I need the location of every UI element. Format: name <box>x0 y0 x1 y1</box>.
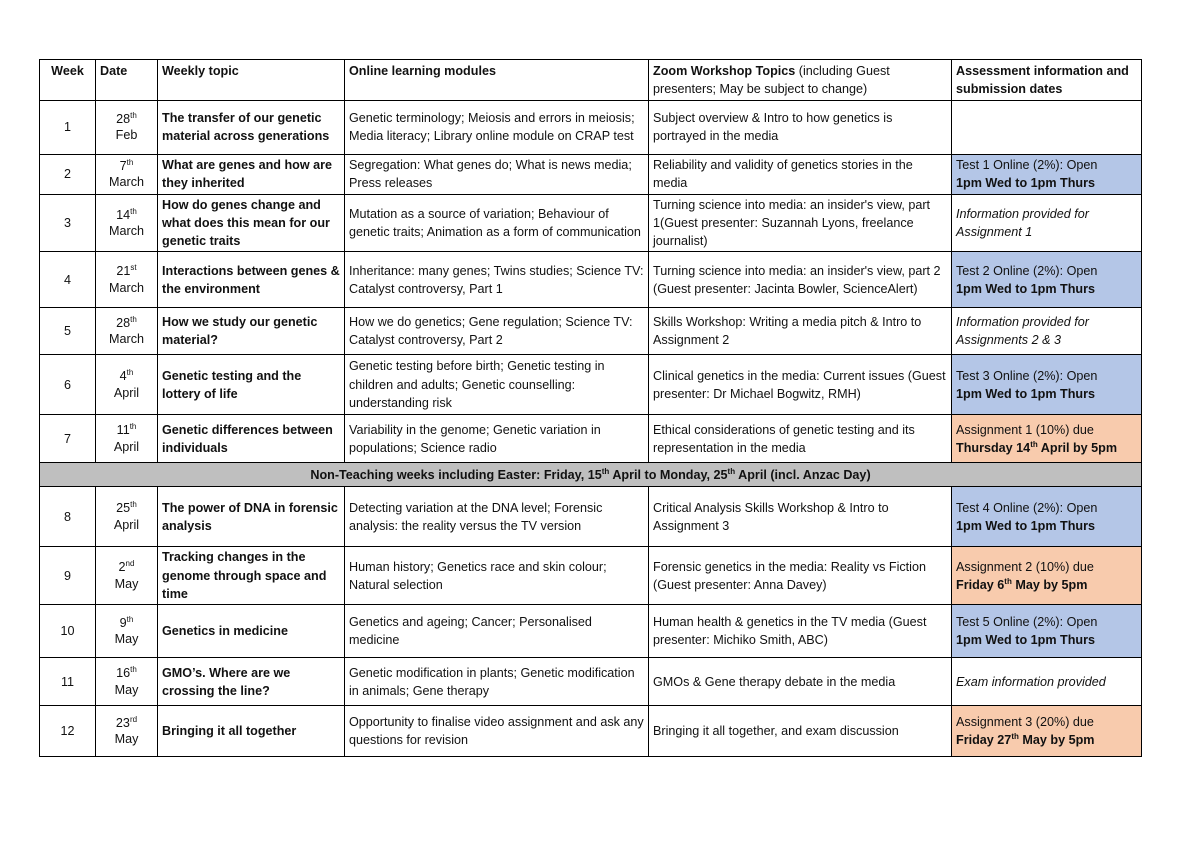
assessment-test: Test 4 Online (2%): Open 1pm Wed to 1pm Thurs <box>952 487 1142 547</box>
online-modules: Variability in the genome; Genetic variation in populations; Science radio <box>345 415 649 463</box>
assessment-info <box>952 100 1142 154</box>
week-date: 23rd May <box>96 706 158 757</box>
weekly-topic: Genetic testing and the lottery of life <box>158 355 345 415</box>
assessment-test: Test 1 Online (2%): Open 1pm Wed to 1pm Thurs <box>952 154 1142 194</box>
weekly-topic: Interactions between genes & the environment <box>158 252 345 308</box>
assessment-assignment: Assignment 3 (20%) due Friday 27th May by 5pm <box>952 706 1142 757</box>
week-number: 3 <box>40 194 96 252</box>
week-date: 7th March <box>96 154 158 194</box>
header-topic: Weekly topic <box>158 60 345 101</box>
week-number: 9 <box>40 547 96 605</box>
weekly-topic: How we study our genetic material? <box>158 308 345 355</box>
assessment-assignment: Assignment 1 (10%) due Thursday 14th April by 5pm <box>952 415 1142 463</box>
week-date: 25th April <box>96 487 158 547</box>
week-number: 4 <box>40 252 96 308</box>
week-row <box>40 355 1142 415</box>
week-date: 4th April <box>96 355 158 415</box>
online-modules: Mutation as a source of variation; Behaviour of genetic traits; Animation as a form of communication <box>345 194 649 252</box>
weekly-topic: Genetic differences between individuals <box>158 415 345 463</box>
zoom-topic: Reliability and validity of genetics stories in the media <box>649 154 952 194</box>
online-modules: Genetic terminology; Meiosis and errors in meiosis; Media literacy; Library online module on CRAP test <box>345 100 649 154</box>
zoom-topic: Subject overview & Intro to how genetics is portrayed in the media <box>649 100 952 154</box>
week-row <box>40 100 1142 154</box>
online-modules: Human history; Genetics race and skin colour; Natural selection <box>345 547 649 605</box>
week-row <box>40 252 1142 308</box>
weekly-topic: Bringing it all together <box>158 706 345 757</box>
zoom-topic: Human health & genetics in the TV media (Guest presenter: Michiko Smith, ABC) <box>649 605 952 658</box>
week-row <box>40 658 1142 706</box>
week-date: 28th March <box>96 308 158 355</box>
week-number: 12 <box>40 706 96 757</box>
zoom-topic: GMOs & Gene therapy debate in the media <box>649 658 952 706</box>
zoom-topic: Skills Workshop: Writing a media pitch & Intro to Assignment 2 <box>649 308 952 355</box>
header-row <box>40 60 1142 101</box>
zoom-topic: Turning science into media: an insider's view, part 2 (Guest presenter: Jacinta Bowler, ScienceAlert) <box>649 252 952 308</box>
online-modules: Genetics and ageing; Cancer; Personalised medicine <box>345 605 649 658</box>
zoom-topic: Bringing it all together, and exam discussion <box>649 706 952 757</box>
week-row <box>40 194 1142 252</box>
online-modules: Segregation: What genes do; What is news media; Press releases <box>345 154 649 194</box>
week-row <box>40 308 1142 355</box>
header-date: Date <box>96 60 158 101</box>
week-number: 11 <box>40 658 96 706</box>
weekly-topic: The power of DNA in forensic analysis <box>158 487 345 547</box>
week-date: 16th May <box>96 658 158 706</box>
week-row <box>40 415 1142 463</box>
week-row <box>40 605 1142 658</box>
assessment-assignment: Assignment 2 (10%) due Friday 6th May by 5pm <box>952 547 1142 605</box>
header-modules: Online learning modules <box>345 60 649 101</box>
zoom-topic: Critical Analysis Skills Workshop & Intro to Assignment 3 <box>649 487 952 547</box>
subject-schedule-table <box>39 59 1142 757</box>
week-number: 10 <box>40 605 96 658</box>
week-number: 7 <box>40 415 96 463</box>
weekly-topic: How do genes change and what does this mean for our genetic traits <box>158 194 345 252</box>
zoom-topic: Clinical genetics in the media: Current issues (Guest presenter: Dr Michael Bogwitz, RMH) <box>649 355 952 415</box>
header-zoom: Zoom Workshop Topics (including Guest presenters; May be subject to change) <box>649 60 952 101</box>
week-number: 2 <box>40 154 96 194</box>
online-modules: How we do genetics; Gene regulation; Science TV: Catalyst controversy, Part 2 <box>345 308 649 355</box>
weekly-topic: GMO’s. Where are we crossing the line? <box>158 658 345 706</box>
header-assessment: Assessment information and submission dates <box>952 60 1142 101</box>
online-modules: Opportunity to finalise video assignment and ask any questions for revision <box>345 706 649 757</box>
week-row <box>40 706 1142 757</box>
zoom-topic: Turning science into media: an insider's view, part 1(Guest presenter: Suzannah Lyons, freelance journalist) <box>649 194 952 252</box>
week-date: 2nd May <box>96 547 158 605</box>
assessment-info: Information provided for Assignments 2 & 3 <box>952 308 1142 355</box>
header-week: Week <box>40 60 96 101</box>
non-teaching-row <box>40 463 1142 487</box>
week-date: 21st March <box>96 252 158 308</box>
weekly-topic: Tracking changes in the genome through space and time <box>158 547 345 605</box>
week-number: 6 <box>40 355 96 415</box>
online-modules: Genetic modification in plants; Genetic modification in animals; Gene therapy <box>345 658 649 706</box>
non-teaching-notice: Non-Teaching weeks including Easter: Friday, 15th April to Monday, 25th April (incl. Anzac Day) <box>40 463 1142 487</box>
weekly-topic: Genetics in medicine <box>158 605 345 658</box>
online-modules: Inheritance: many genes; Twins studies; Science TV: Catalyst controversy, Part 1 <box>345 252 649 308</box>
online-modules: Detecting variation at the DNA level; Forensic analysis: the reality versus the TV version <box>345 487 649 547</box>
weekly-topic: What are genes and how are they inherited <box>158 154 345 194</box>
week-date: 9th May <box>96 605 158 658</box>
week-row <box>40 547 1142 605</box>
assessment-info: Exam information provided <box>952 658 1142 706</box>
assessment-info: Information provided for Assignment 1 <box>952 194 1142 252</box>
week-row <box>40 154 1142 194</box>
weekly-topic: The transfer of our genetic material across generations <box>158 100 345 154</box>
week-number: 8 <box>40 487 96 547</box>
zoom-topic: Forensic genetics in the media: Reality vs Fiction (Guest presenter: Anna Davey) <box>649 547 952 605</box>
week-date: 28th Feb <box>96 100 158 154</box>
week-date: 14th March <box>96 194 158 252</box>
assessment-test: Test 5 Online (2%): Open 1pm Wed to 1pm Thurs <box>952 605 1142 658</box>
week-number: 5 <box>40 308 96 355</box>
zoom-topic: Ethical considerations of genetic testing and its representation in the media <box>649 415 952 463</box>
week-row <box>40 487 1142 547</box>
assessment-test: Test 3 Online (2%): Open 1pm Wed to 1pm Thurs <box>952 355 1142 415</box>
week-date: 11th April <box>96 415 158 463</box>
week-number: 1 <box>40 100 96 154</box>
assessment-test: Test 2 Online (2%): Open 1pm Wed to 1pm Thurs <box>952 252 1142 308</box>
online-modules: Genetic testing before birth; Genetic testing in children and adults; Genetic counselling: understanding risk <box>345 355 649 415</box>
